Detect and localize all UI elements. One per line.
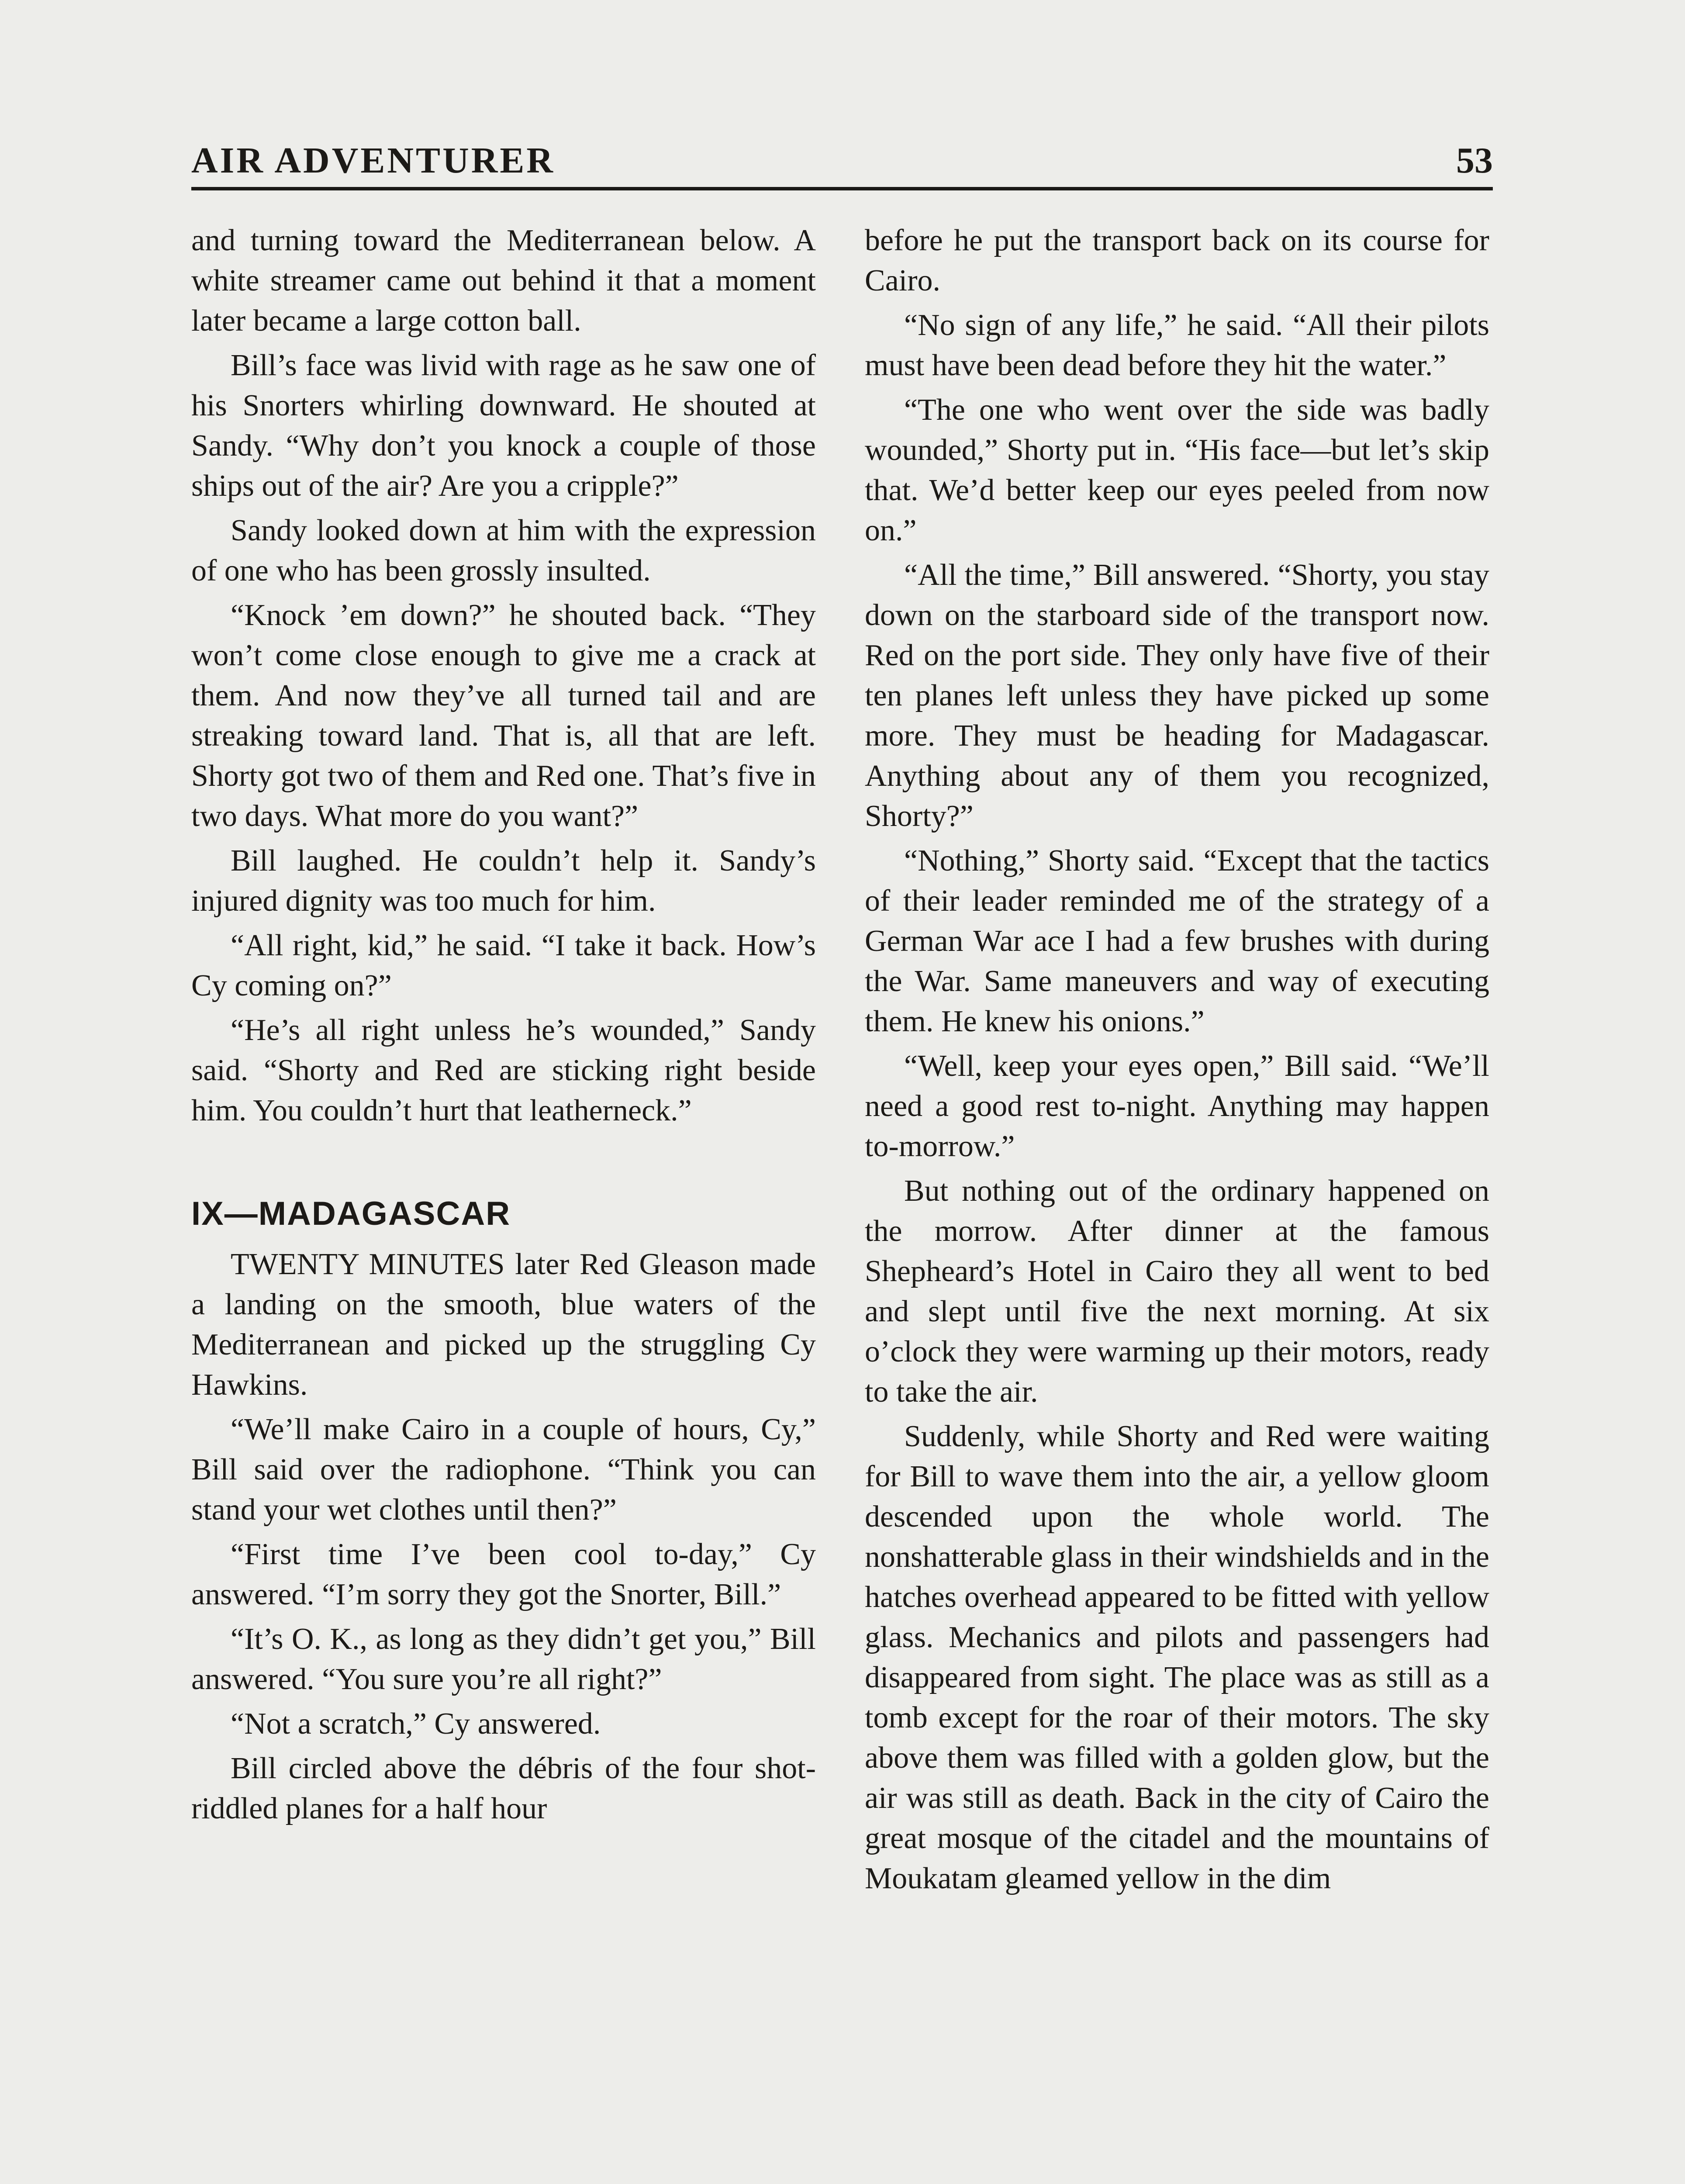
left-column [191,221,816,1833]
paragraph: “Not a scratch,” Cy answered. [231,1707,601,1741]
paragraph: and turning toward the Mediterranean below. A white streamer came out behind it that a moment later became a large cotton ball. [191,224,816,338]
paragraph: “The one who went over the side was badly wounded,” Shorty put in. “His face—but let’s skip that. We’d better keep our eyes peeled from now on.” [865,393,1489,547]
paragraph: Bill’s face was livid with rage as he saw one of his Snorters whirling downward. He shouted at Sandy. “Why don’t you knock a couple of those ships out of the air? Are you a cripple?” [191,349,816,503]
right-column [865,221,1489,1903]
paragraph: “All the time,” Bill answered. “Shorty, you stay down on the starboard side of the transport now. Red on the port side. They only have five of their ten planes left unless they have picked up some more. They must be heading for Madagascar. Anything about any of them you recognized, Shorty?” [865,558,1489,833]
paragraph: “He’s all right unless he’s wounded,” Sandy said. “Shorty and Red are sticking right beside him. You couldn’t hurt that leatherneck.” [191,1013,816,1127]
paragraph: Bill laughed. He couldn’t help it. Sandy’s injured dignity was too much for him. [191,844,816,918]
paragraph: “We’ll make Cairo in a couple of hours, Cy,” Bill said over the radiophone. “Think you can stand your wet clothes until then?” [191,1413,816,1527]
paragraph: Sandy looked down at him with the expression of one who has been grossly insulted. [191,514,816,587]
paragraph: “It’s O. K., as long as they didn’t get you,” Bill answered. “You sure you’re all right?” [191,1622,816,1696]
paragraph: “All right, kid,” he said. “I take it back. How’s Cy coming on?” [191,929,816,1002]
paragraph: “First time I’ve been cool to-day,” Cy answered. “I’m sorry they got the Snorter, Bill.” [191,1538,816,1611]
paragraph: “Nothing,” Shorty said. “Except that the tactics of their leader reminded me of the strategy of a German War ace I had a few brushes with during the War. Same maneuvers and way of executing them. He knew his onions.” [865,844,1489,1038]
paragraph: “Well, keep your eyes open,” Bill said. “We’ll need a good rest to-night. Anything may happen to-morrow.” [865,1049,1489,1163]
paragraph: Bill circled above the débris of the four shot-riddled planes for a half hour [191,1752,816,1825]
running-header [191,139,1493,190]
page-number: 53 [1456,140,1493,181]
paragraph: “Knock ’em down?” he shouted back. “They won’t come close enough to give me a crack at them. And now they’ve all turned tail and are streaking toward land. That is, all that are left. Shorty got two of them and Red one. That’s five in two days. What more do you want?” [191,598,816,833]
paragraph: But nothing out of the ordinary happened on the morrow. After dinner at the famous Shepheard’s Hotel in Cairo they all went to bed and slept until five the next morning. At six o’clock they were warming up their motors, ready to take the air. [865,1174,1489,1409]
paragraph: before he put the transport back on its course for Cairo. [865,224,1489,297]
paragraph: TWENTY MINUTES later Red Gleason made a landing on the smooth, blue waters of the Mediterranean and picked up the struggling Cy Hawkins. [191,1248,816,1402]
magazine-title: AIR ADVENTURER [191,140,556,181]
paragraph: Suddenly, while Shorty and Red were waiting for Bill to wave them into the air, a yellow gloom descended upon the whole world. The nonshatterable glass in their windshields and in the hatches overhead appeared to be fitted with yellow glass. Mechanics and pilots and passengers had disappeared from sight. The place was as still as a tomb except for the roar of their motors. The sky above them was filled with a golden glow, but the air was still as death. Back in the city of Cairo the great mosque of the citadel and the mountains of Moukatam gleamed yellow in the dim [865,1420,1489,1895]
chapter-heading: IX—MADAGASCAR [191,1195,511,1232]
paragraph: “No sign of any life,” he said. “All their pilots must have been dead before they hit the water.” [865,308,1489,382]
